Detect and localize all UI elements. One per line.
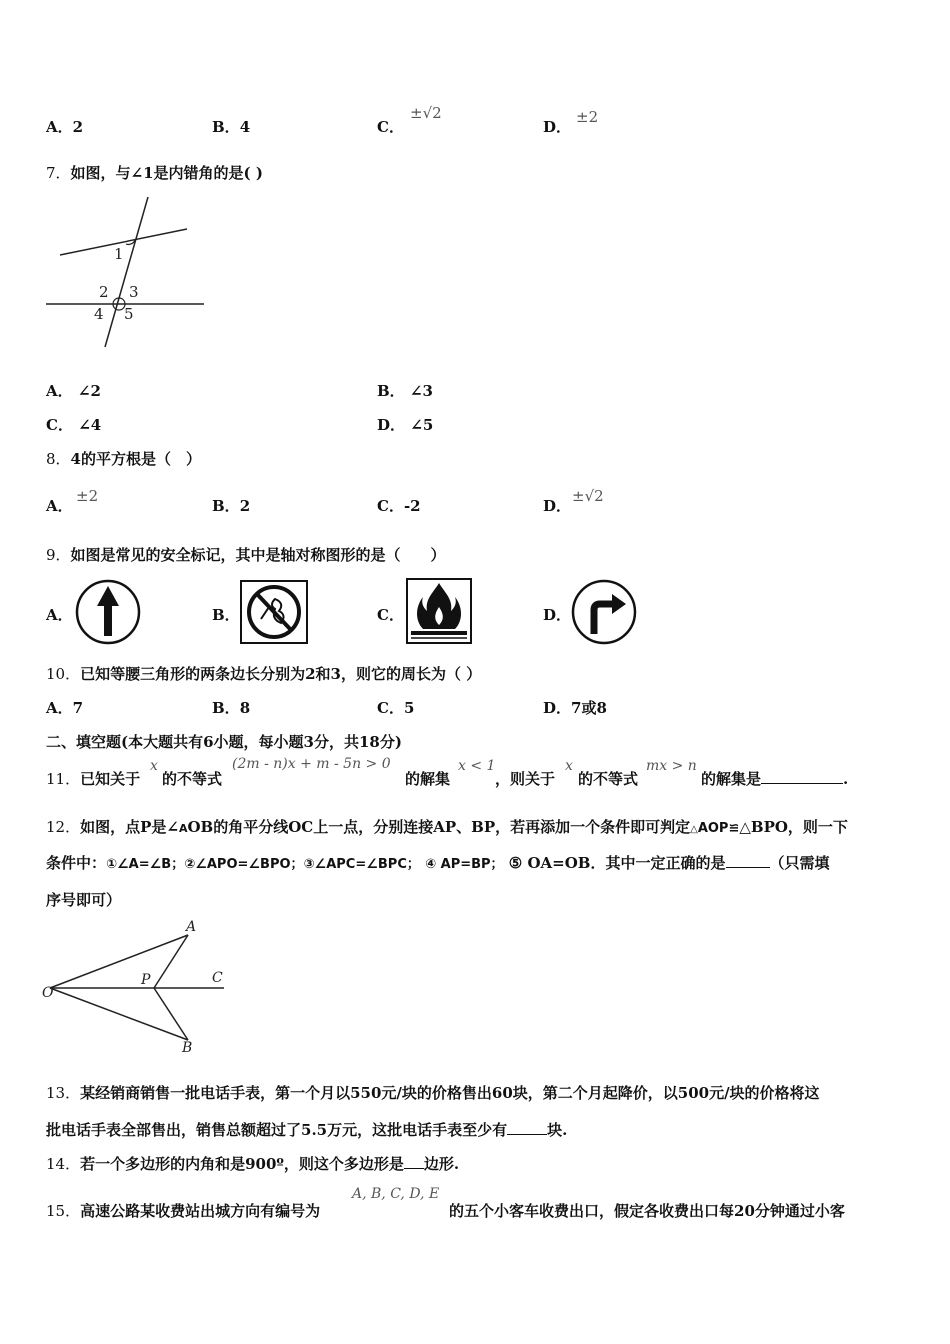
q15-text-1: 15．高速公路某收费站出城方向有编号为	[46, 1202, 321, 1220]
q7-label-2: 2	[99, 283, 109, 301]
q10-stem: 10．已知等腰三角形的两条边长分别为2和3，则它的周长为（ ）	[46, 665, 482, 683]
q10-option-b[interactable]: B．8	[212, 699, 251, 717]
q11-text-5: 的不等式	[578, 770, 639, 788]
q7-option-b[interactable]: B． ∠3	[377, 382, 433, 400]
q8-option-d[interactable]: D．	[543, 497, 572, 515]
q10-option-c[interactable]: C．5	[377, 699, 415, 717]
q11-text-2: 的不等式	[162, 770, 223, 788]
q8-option-a[interactable]: A．	[46, 497, 73, 515]
q6-option-c-math: ±√2	[410, 104, 442, 122]
q9-option-d[interactable]: D．	[543, 606, 572, 624]
q9-stem: 9．如图是常见的安全标记，其中是轴对称图形的是（ ）	[46, 546, 446, 564]
q10-option-d[interactable]: D．7或8	[543, 699, 607, 717]
q11-var-x1: x	[150, 758, 158, 774]
q13-answer-blank[interactable]	[507, 1120, 547, 1135]
q8-option-d-math: ±√2	[572, 487, 604, 505]
q12-label-o: O	[42, 985, 54, 1001]
up-arrow-sign-icon	[74, 578, 142, 646]
q6-option-a[interactable]: A．2	[46, 118, 84, 136]
q13-line-2: 批电话手表全部售出，销售总额超过了5.5万元，这批电话手表至少有 块.	[46, 1121, 568, 1139]
q12-line-1: 12．如图，点P是∠AOB的角平分线OC上一点，分别连接AP、BP，若再添加一个条件即可判定△AOP≌△BPO，则一下	[46, 818, 848, 836]
q8-stem: 8．4的平方根是（ ）	[46, 450, 201, 468]
q7-stem: 7．如图，与∠1是内错角的是( )	[46, 164, 263, 182]
q11-answer-blank[interactable]	[761, 769, 843, 784]
section-2-title: 二、填空题(本大题共有6小题，每小题3分，共18分)	[46, 733, 402, 751]
q9-option-b[interactable]: B．	[212, 606, 240, 624]
q11-num: 11．已知关于	[46, 770, 141, 788]
q6-option-d[interactable]: D．	[543, 118, 572, 136]
q7-option-a[interactable]: A． ∠2	[46, 382, 101, 400]
q12-label-p: P	[141, 972, 151, 988]
q11-inequality-3: mx > n	[646, 758, 697, 774]
q15-text-2: 的五个小客车收费出口，假定各收费出口每20分钟通过小客	[449, 1202, 845, 1220]
q10-option-a[interactable]: A．7	[46, 699, 84, 717]
q7-label-4: 4	[94, 305, 104, 323]
q12-figure	[42, 918, 227, 1056]
q8-option-c[interactable]: C．-2	[377, 497, 421, 515]
q12-line-2: 条件中：①∠A=∠B；②∠APO=∠BPO；③∠APC=∠BPC； ④ AP=BP； ⑤ OA=OB．其中一定正确的是 （只需填	[46, 854, 830, 872]
q11-var-x2: x	[565, 758, 573, 774]
q12-line-3: 序号即可）	[46, 891, 122, 909]
q11-text-6: 的解集是 .	[701, 770, 849, 788]
q12-label-a: A	[186, 919, 197, 935]
q7-label-5: 5	[124, 305, 134, 323]
q13-line-1: 13．某经销商销售一批电话手表，第一个月以550元/块的价格售出60块，第二个月起降价，以500元/块的价格将这	[46, 1084, 820, 1102]
q14-answer-blank[interactable]	[404, 1154, 424, 1169]
q7-label-1: 1	[114, 245, 124, 263]
q11-inequality-1: (2m - n)x + m - 5n > 0	[232, 756, 391, 772]
q11-text-4: ，则关于	[495, 770, 556, 788]
turn-right-sign-icon	[570, 578, 638, 646]
q12-answer-blank[interactable]	[726, 853, 770, 868]
q11-inequality-2: x < 1	[458, 758, 496, 774]
q6-option-d-math: ±2	[576, 108, 599, 126]
q8-option-b[interactable]: B．2	[212, 497, 251, 515]
q9-option-c[interactable]: C．	[377, 606, 404, 624]
q15-math: A, B, C, D, E	[352, 1186, 440, 1202]
q12-label-b: B	[182, 1040, 193, 1056]
q6-option-b[interactable]: B．4	[212, 118, 251, 136]
q8-option-a-math: ±2	[76, 487, 99, 505]
q14-stem: 14．若一个多边形的内角和是900º，则这个多边形是 边形.	[46, 1155, 460, 1173]
q7-label-3: 3	[129, 283, 139, 301]
q12-label-c: C	[212, 970, 223, 986]
q7-option-d[interactable]: D． ∠5	[377, 416, 434, 434]
q7-figure	[44, 192, 209, 352]
q11-text-3: 的解集	[405, 770, 451, 788]
q6-option-c[interactable]: C．	[377, 118, 404, 136]
flammable-sign-icon	[405, 577, 473, 645]
q7-option-c[interactable]: C． ∠4	[46, 416, 102, 434]
no-fire-sign-icon	[239, 579, 309, 645]
q9-option-a[interactable]: A．	[46, 606, 73, 624]
